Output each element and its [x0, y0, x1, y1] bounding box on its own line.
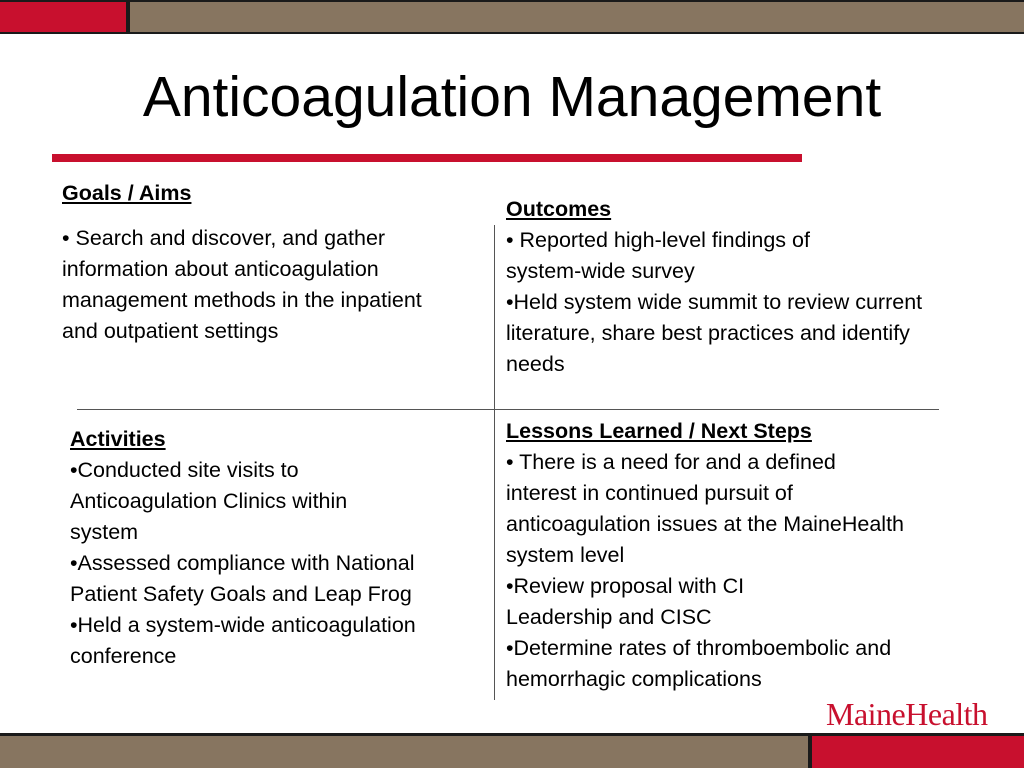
horizontal-divider	[77, 409, 939, 410]
activities-heading: Activities	[70, 427, 166, 451]
bottom-bar-brown-segment	[0, 736, 808, 768]
activities-item: •Assessed compliance with National Patient Safety Goals and Leap Frog	[70, 551, 415, 606]
outcomes-heading: Outcomes	[506, 197, 612, 221]
vertical-divider	[494, 225, 495, 700]
top-bar-brown-segment	[130, 2, 1024, 32]
mainehealth-logo: MaineHealth	[826, 696, 988, 732]
lessons-section	[506, 416, 916, 695]
goals-item: • Search and discover, and gather information about anticoagulation management methods in the inpatient and outpatient settings	[62, 226, 422, 343]
lessons-item: •Determine rates of thromboembolic and hemorrhagic complications	[506, 636, 892, 691]
bottom-decorative-bar	[0, 733, 1024, 768]
top-decorative-bar	[0, 0, 1024, 34]
activities-item: •Conducted site visits to Anticoagulation Clinics within system	[70, 458, 348, 544]
lessons-item: • There is a need for and a defined interest in continued pursuit of anticoagulation issues at the MaineHealth system level	[506, 450, 905, 567]
slide-title: Anticoagulation Management	[142, 65, 882, 129]
activities-item: •Held a system-wide anticoagulation conference	[70, 613, 416, 668]
lessons-item: •Review proposal with CI Leadership and CISC	[506, 574, 745, 629]
title-underline-rule	[52, 154, 802, 162]
outcomes-section	[506, 194, 926, 380]
top-bar-red-segment	[0, 2, 126, 32]
goals-section	[62, 178, 462, 347]
lessons-heading: Lessons Learned / Next Steps	[506, 419, 812, 443]
outcomes-item: • Reported high-level findings of system-wide survey	[506, 228, 810, 283]
activities-section	[70, 424, 485, 672]
goals-heading: Goals / Aims	[62, 181, 192, 205]
bottom-bar-red-segment	[812, 736, 1024, 768]
outcomes-item: •Held system wide summit to review current literature, share best practices and identify needs	[506, 290, 923, 376]
